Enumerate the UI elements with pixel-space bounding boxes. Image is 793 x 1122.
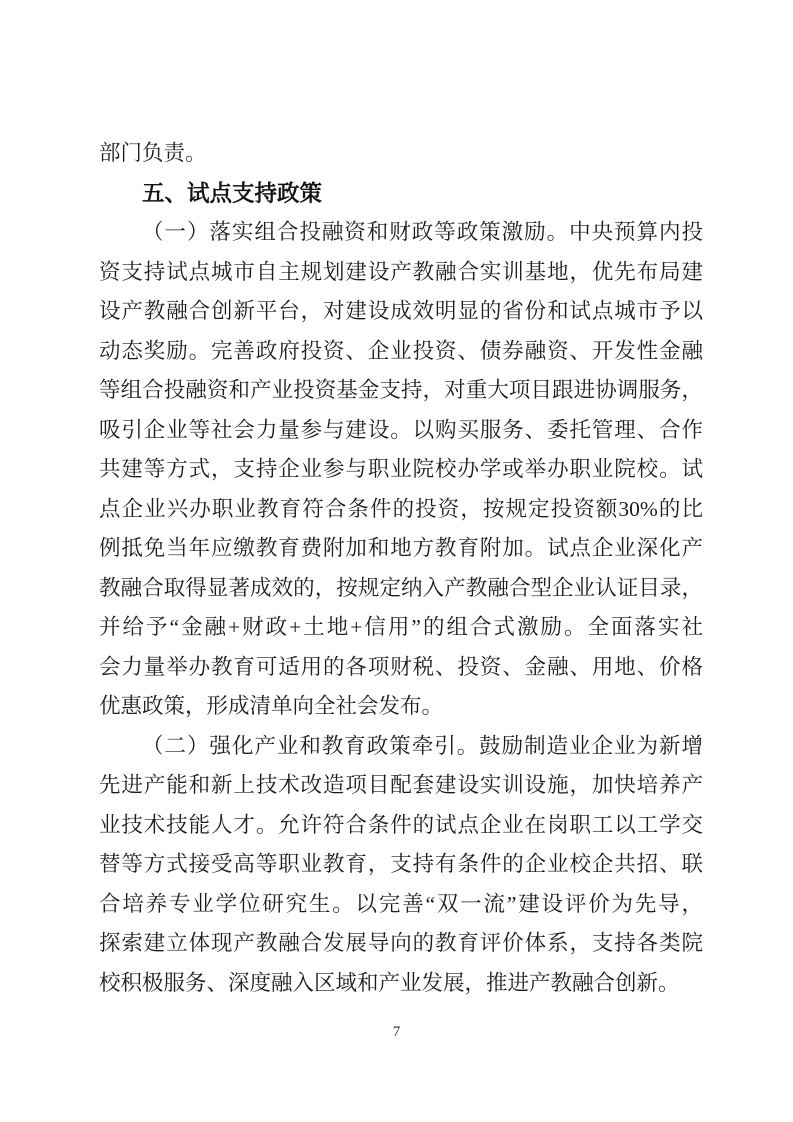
body-text-line: 业技术技能人才。允许符合条件的试点企业在岗职工以工学交 xyxy=(99,812,703,837)
body-text-line: 动态奖励。完善政府投资、企业投资、债券融资、开发性金融 xyxy=(99,338,703,363)
body-text-line: 设产教融合创新平台，对建设成效明显的省份和试点城市予以 xyxy=(99,299,703,323)
body-text-line: （二）强化产业和教育政策牵引。鼓励制造业企业为新增 xyxy=(142,733,703,758)
section-heading: 五、试点支持政策 xyxy=(142,180,323,206)
document-body xyxy=(99,134,703,1003)
body-text-line: 探索建立体现产教融合发展导向的教育评价体系，支持各类院 xyxy=(99,931,703,955)
body-text-line: 教融合取得显著成效的，按规定纳入产教融合型企业认证目录， xyxy=(99,575,703,600)
body-text-line: 等组合投融资和产业投资基金支持，对重大项目跟进协调服务， xyxy=(99,378,703,402)
body-text-line: 例抵免当年应缴教育费附加和地方教育附加。试点企业深化产 xyxy=(99,536,703,560)
body-text-line: 校积极服务、深度融入区域和产业发展，推进产教融合创新。 xyxy=(99,970,680,995)
body-text-line: 先进产能和新上技术改造项目配套建设实训设施，加快培养产 xyxy=(99,773,703,797)
page-number: 7 xyxy=(392,1024,401,1040)
body-text-line: 点企业兴办职业教育符合条件的投资，按规定投资额30%的比 xyxy=(99,496,703,521)
body-text-line: （一）落实组合投融资和财政等政策激励。中央预算内投 xyxy=(142,220,703,244)
body-text-line: 并给予“金融+财政+土地+信用”的组合式激励。全面落实社 xyxy=(99,615,703,639)
body-text-line: 合培养专业学位研究生。以完善“双一流”建设评价为先导， xyxy=(99,891,703,916)
body-text-line: 吸引企业等社会力量参与建设。以购买服务、委托管理、合作 xyxy=(99,417,703,442)
continuation-line: 部门负责。 xyxy=(99,141,207,165)
body-text-line: 替等方式接受高等职业教育，支持有条件的企业校企共招、联 xyxy=(99,852,703,876)
body-text-line: 优惠政策，形成清单向全社会发布。 xyxy=(99,694,444,718)
body-text-line: 共建等方式，支持企业参与职业院校办学或举办职业院校。试 xyxy=(99,457,703,481)
body-text-line: 资支持试点城市自主规划建设产教融合实训基地，优先布局建 xyxy=(99,259,703,284)
body-text-line: 会力量举办教育可适用的各项财税、投资、金融、用地、价格 xyxy=(99,654,703,679)
